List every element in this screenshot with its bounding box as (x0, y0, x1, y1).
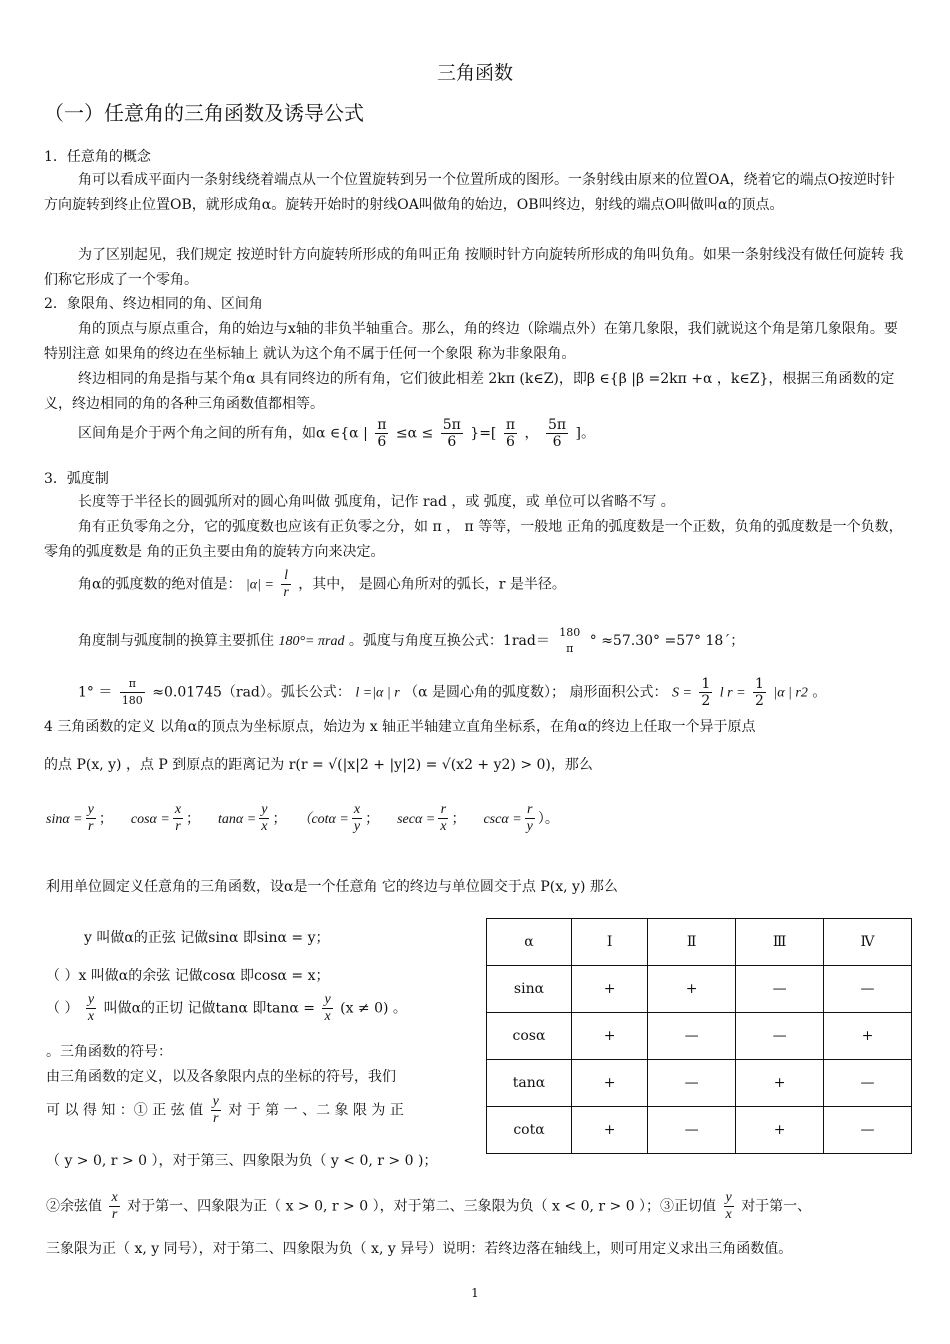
sign-table-sign-cell: + (572, 966, 648, 1013)
sign-table-sign-cell: — (736, 1013, 824, 1060)
s3-paragraph-1: 长度等于半径长的圆弧所对的圆心角叫做 弧度角，记作 rad ，或 弧度，或 单位可以省略不写 。 (78, 494, 675, 510)
page-title: 三角函数 (436, 62, 513, 84)
sign-table-row (487, 1013, 912, 1060)
sign-table-sign-cell: — (824, 1107, 912, 1154)
trig-definitions-line (46, 802, 577, 835)
arc-formula: l =|α | r (355, 685, 400, 701)
frac-5pi-over-6-b: $\frac{5\pi}{6}$ (547, 417, 567, 450)
sign-table-row (487, 1107, 912, 1154)
sign-table-function-cell: tanα (487, 1060, 572, 1107)
frac-pi-over-6-b: $\frac{\pi}{6}$ (505, 417, 516, 450)
tangent-sign-line: 三象限为正（ x, y 同号），对于第二、四象限为负（ x, y 异号）说明：若终边落在轴线上，则可用定义求出三角函数值。 (46, 1241, 793, 1257)
frac-y-over-x-c: $\frac{y}{x}$ (725, 1190, 732, 1222)
abs-alpha: |α| = (245, 577, 274, 593)
frac-y-over-r: $\frac{y}{r}$ (212, 1094, 219, 1126)
sign-table-sign-cell: — (648, 1013, 736, 1060)
frac-180-over-pi: 180 π (559, 626, 581, 655)
s1-heading: 1．任意角的概念 (44, 149, 151, 165)
frac-pi-over-6: $\frac{\pi}{6}$ (377, 417, 387, 450)
sine-definition: y 叫做α的正弦 记做sinα 即sinα = y； (84, 930, 330, 946)
tangent-definition: （ ） $\frac{y}{x}$ 叫做α的正切 记做tanα 即tanα = $\frac{y}{x}$ (x ≠ 0) 。 (46, 992, 407, 1024)
frac-y-over-x-b: $\frac{y}{x}$ (324, 992, 331, 1024)
frac-l-over-r: $\frac{l}{r}$ (283, 568, 289, 600)
sign-table-sign-cell: — (824, 1060, 912, 1107)
sign-table-sign-cell: + (572, 1013, 648, 1060)
frac-x-over-r: $\frac{x}{r}$ (111, 1190, 118, 1222)
frac-half-b: $\frac{1}{2}$ (754, 676, 764, 709)
sign-table-sign-cell: + (824, 1013, 912, 1060)
s4-paragraph-2: 的点 P(x, y) ，点 P 到原点的距离记为 r(r = √(|x|2 + |y|2) = √(x2 + y2) > 0)，那么 (44, 757, 593, 773)
s4-paragraph-1: 4 三角函数的定义 以角α的顶点为坐标原点，始边为 x 轴正半轴建立直角坐标系，在角α的终边上任取一个异于原点 (44, 719, 756, 735)
s2-paragraph-1: 角的顶点与原点重合，角的始边与x轴的非负半轴重合。那么，角的终边（除端点外）在第几象限，我们就说这个角是第几象限角。要特别注意 如果角的终边在坐标轴上 就认为这个角不属于任何一个象限 称为非象限角。 (44, 321, 898, 362)
conversion-line: 角度制与弧度制的换算主要抓住 180°= πrad 。弧度与角度互换公式：1rad＝ 180 π ° ≈57.30° =57° 18´； (78, 626, 745, 655)
sign-table-header-cell: α (487, 919, 572, 966)
sine-negative-line: （ y > 0, r > 0 ），对于第三、四象限为负（ y < 0, r > 0 )； (46, 1153, 438, 1169)
s1-paragraph-1: 角可以看成平面内一条射线绕着端点从一个位置旋转到另一个位置所成的图形。一条射线由原来的位置OA，绕着它的端点O按逆时针方向旋转到终止位置OB，就形成角α。旋转开始时的射线OA叫做角的始边，OB叫终边，射线的端点O叫做叫α的顶点。 (44, 172, 896, 213)
sign-table (486, 918, 912, 1154)
sign-table-header-cell: Ⅰ (572, 919, 648, 966)
section-heading: （一）任意角的三角函数及诱导公式 (44, 101, 364, 125)
sine-sign-line: 可 以 得 知 ：① 正 弦 值 $\frac{y}{r}$ 对 于 第 一 、二 象 限 为 正 (46, 1094, 404, 1126)
sign-table-sign-cell: + (572, 1060, 648, 1107)
radian-abs-line: 角α的弧度数的绝对值是： |α| = $\frac{l}{r}$ ，其中， 是圆心角所对的弧长，r 是半径。 (78, 568, 566, 600)
sign-table-row (487, 966, 912, 1013)
sign-table-sign-cell: — (736, 966, 824, 1013)
sign-table-sign-cell: + (736, 1107, 824, 1154)
trig-def-5: cscα = $\frac{r}{y}$ ）。 (483, 802, 559, 834)
sign-table-row (487, 1060, 912, 1107)
cosine-definition: （ ）x 叫做α的余弦 记做cosα 即cosα = x； (46, 968, 330, 984)
sign-table-header-cell: Ⅱ (648, 919, 736, 966)
sign-table-sign-cell: — (648, 1060, 736, 1107)
sign-table-header-row (487, 919, 912, 966)
sign-table-header-cell: Ⅳ (824, 919, 912, 966)
s3-paragraph-2: 角有正负零角之分，它的弧度数也应该有正负零之分，如 π ， π 等等，一般地 正角的弧度数是一个正数，负角的弧度数是一个负数，零角的弧度数是 角的正负主要由角的旋转方向来决定。 (44, 519, 903, 560)
sign-table-function-cell: cosα (487, 1013, 572, 1060)
trig-def-4: secα = $\frac{r}{x}$ ； (397, 802, 466, 834)
sign-table-header-cell: Ⅲ (736, 919, 824, 966)
interval-mid: }=[ (470, 425, 497, 442)
trig-def-1: cosα = $\frac{x}{r}$ ； (130, 802, 201, 834)
trig-def-0: sinα = $\frac{y}{r}$ ； (46, 802, 113, 834)
frac-y-over-x: $\frac{y}{x}$ (87, 992, 95, 1024)
trig-definitions (46, 802, 577, 834)
sign-table-sign-cell: — (824, 966, 912, 1013)
sign-table-sign-cell: + (648, 966, 736, 1013)
interval-le: ≤α ≤ (395, 425, 434, 442)
frac-pi-over-180: $\frac{\pi}{180}$ (121, 677, 143, 707)
conv-formula: 180°= πrad (278, 634, 345, 649)
s2-heading: 2．象限角、终边相同的角、区间角 (44, 296, 263, 312)
cosine-tangent-sign-line: ②余弦值 $\frac{x}{r}$ 对于第一、四象限为正（ x > 0, r > 0 ），对于第二、三象限为负（ x < 0, r > 0 ）；③正切值 $\frac{y}{x}$ 对于第一、 (46, 1190, 812, 1222)
sign-table-sign-cell: + (572, 1107, 648, 1154)
s2-paragraph-2: 终边相同的角是指与某个角α 具有同终边的所有角，它们彼此相差 2kπ (k∈Z)，即β ∈{β |β =2kπ +α ，k∈Z}，根据三角函数的定义，终边相同的角的各种三角函数值都相等。 (44, 371, 895, 412)
sign-table-sign-cell: — (648, 1107, 736, 1154)
s3-heading: 3．弧度制 (44, 471, 109, 487)
page-number: 1 (471, 1286, 479, 1300)
sign-intro: 由三角函数的定义，以及各象限内点的坐标的符号，我们 (46, 1069, 396, 1085)
interval-prefix: 区间角是介于两个角之间的所有角，如α ∈{α | (78, 425, 368, 442)
sign-table-function-cell: sinα (487, 966, 572, 1013)
sign-table-function-cell: cotα (487, 1107, 572, 1154)
frac-half-a: $\frac{1}{2}$ (701, 676, 711, 709)
sign-table-sign-cell: + (736, 1060, 824, 1107)
unit-circle-line: 利用单位圆定义任意角的三角函数，设α是一个任意角 它的终边与单位圆交于点 P(x, y) 那么 (46, 879, 618, 895)
frac-5pi-over-6: $\frac{5\pi}{6}$ (442, 417, 461, 450)
degree-arc-sector-line: 1° ＝ $\frac{\pi}{180}$ ≈0.01745（rad）。弧长公式： l =|α | r （α 是圆心角的弧度数）； 扇形面积公式： S = $\frac{1}{2}$ l r = $\frac{1}{2}$ |α | r2 。 (78, 676, 827, 709)
s1-paragraph-2: 为了区别起见，我们规定 按逆时针方向旋转所形成的角叫正角 按顺时针方向旋转所形成的角叫负角。如果一条射线没有做任何旋转 我们称它形成了一个零角。 (44, 247, 904, 288)
interval-angle-line: 区间角是介于两个角之间的所有角，如α ∈{α | $\frac{\pi}{6}$ ≤α ≤ $\frac{5\pi}{6}$ }=[ $\frac{\pi}{6}$ ， $\frac{5\pi}{6}$ ]。 (78, 417, 595, 450)
trig-def-2: tanα = $\frac{y}{x}$ ； (218, 802, 287, 834)
sign-heading: 。三角函数的符号： (46, 1044, 172, 1060)
trig-def-3: （cotα = $\frac{x}{y}$ ； (304, 802, 380, 834)
